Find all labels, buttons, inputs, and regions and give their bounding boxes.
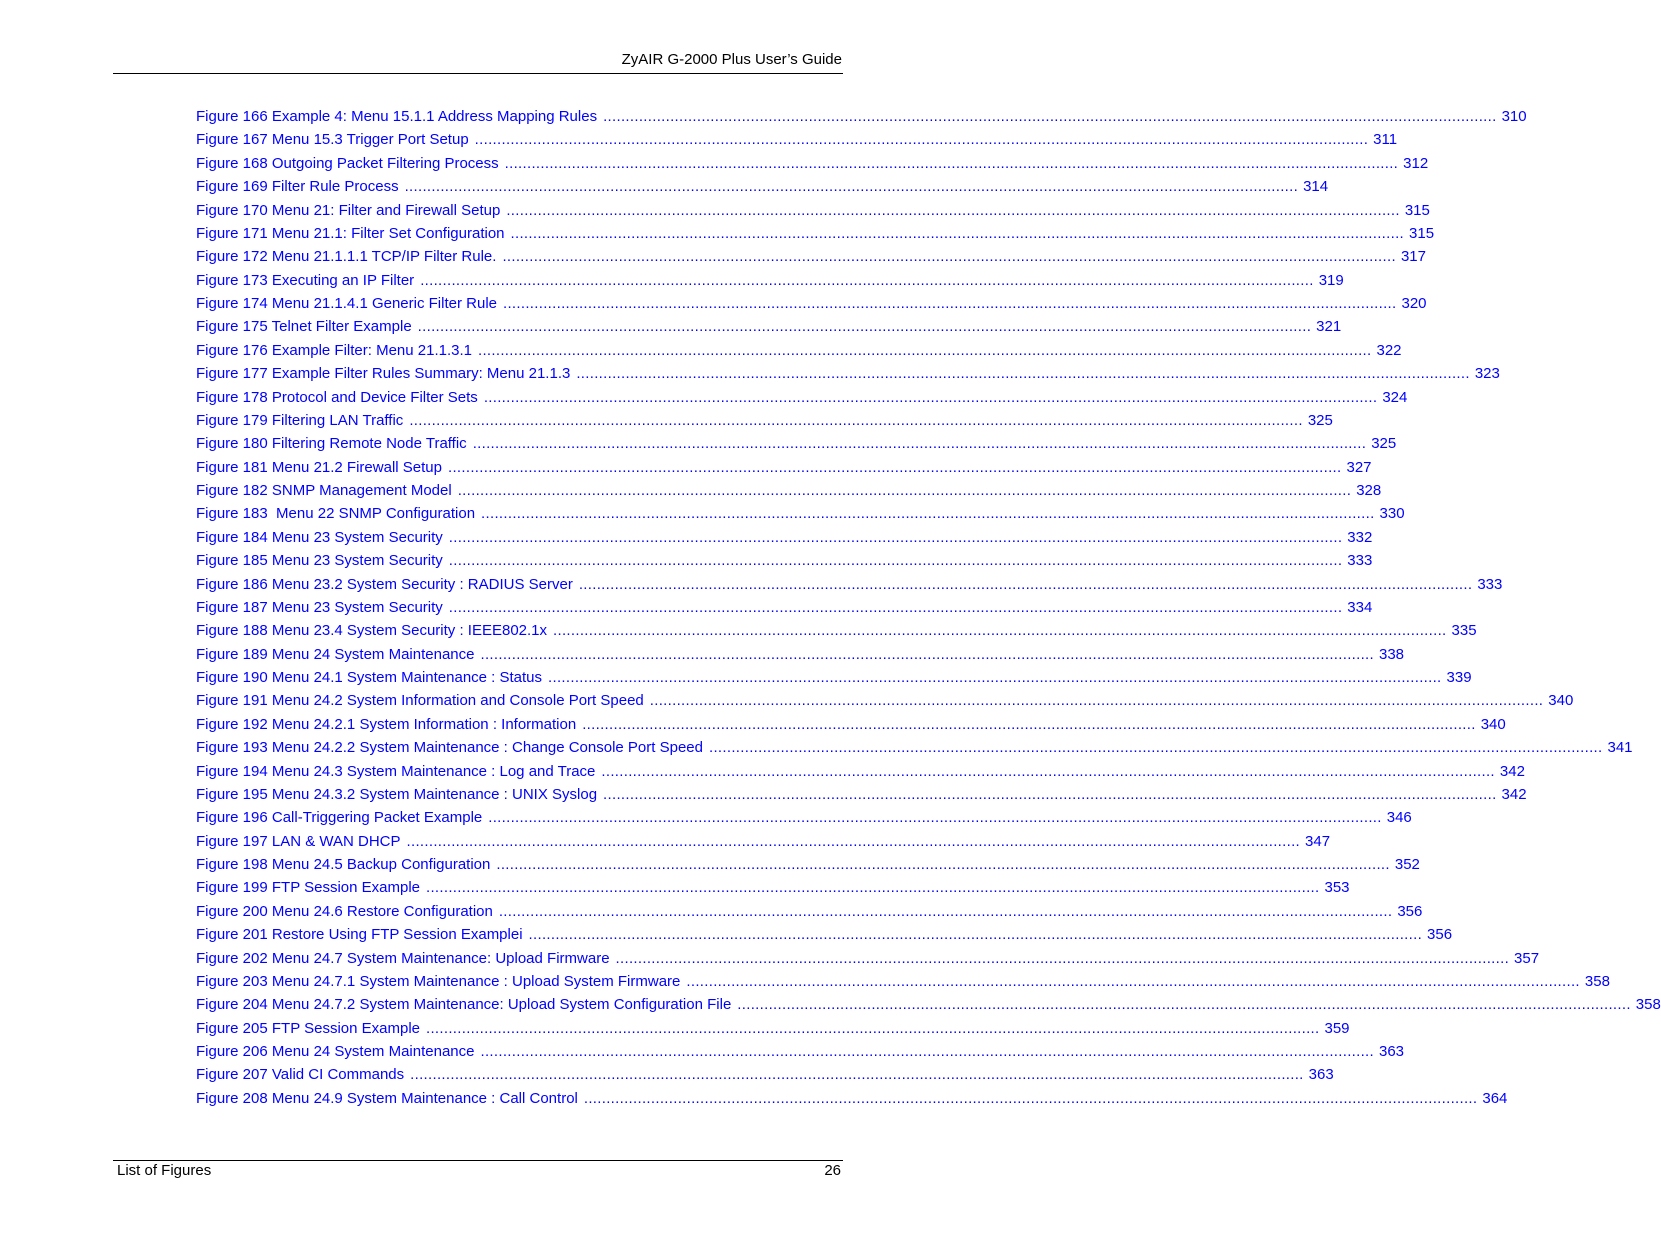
toc-entry-link[interactable] xyxy=(196,1063,1334,1086)
toc-entry-link[interactable] xyxy=(196,830,1331,853)
toc-entry-title: Figure 171 Menu 21.1: Filter Set Configuration xyxy=(196,224,505,242)
toc-entry-title: Figure 193 Menu 24.2.2 System Maintenance : Change Console Port Speed xyxy=(196,739,703,757)
toc-dot-leader: ........................................................................................................................................................................................................ xyxy=(488,809,1382,827)
toc-entry-link[interactable] xyxy=(196,760,1525,783)
toc-entry-title: Figure 183 Menu 22 SNMP Configuration xyxy=(196,505,476,523)
toc-entry-title: Figure 204 Menu 24.7.2 System Maintenance: Upload System Configuration File xyxy=(196,996,732,1014)
toc-entry-title: Figure 167 Menu 15.3 Trigger Port Setup xyxy=(196,131,469,149)
toc-entry-title: Figure 208 Menu 24.9 System Maintenance : Call Control xyxy=(196,1089,578,1107)
toc-entry-link[interactable] xyxy=(196,409,1333,432)
toc-entry-link[interactable] xyxy=(196,339,1402,362)
toc-entry-page-number: 315 xyxy=(1409,224,1435,242)
toc-dot-leader: ........................................................................................................................................................................................................ xyxy=(601,762,1495,780)
toc-entry-link[interactable] xyxy=(196,199,1430,222)
toc-dot-leader: ........................................................................................................................................................................................................ xyxy=(615,949,1510,967)
toc-entry-page-number: 317 xyxy=(1400,248,1426,266)
toc-entry-page-number: 338 xyxy=(1379,645,1405,663)
toc-entry-link[interactable] xyxy=(196,362,1500,385)
toc-dot-leader: ........................................................................................................................................................................................................ xyxy=(447,458,1342,476)
toc-entry-title: Figure 184 Menu 23 System Security xyxy=(196,528,443,546)
toc-dot-leader: ........................................................................................................................................................................................................ xyxy=(553,622,1447,640)
toc-entry-title: Figure 206 Menu 24 System Maintenance xyxy=(196,1043,475,1060)
toc-entry-title: Figure 196 Call-Triggering Packet Example xyxy=(196,809,483,827)
toc-entry-title: Figure 192 Menu 24.2.1 System Information : Information xyxy=(196,715,577,733)
toc-entry-title: Figure 188 Menu 23.4 System Security : IEEE802.1x xyxy=(196,622,548,640)
toc-dot-leader: ........................................................................................................................................................................................................ xyxy=(548,669,1442,686)
toc-entry-page-number: 352 xyxy=(1394,856,1420,873)
toc-entry-link[interactable] xyxy=(196,222,1435,245)
toc-dot-leader: ........................................................................................................................................................................................................ xyxy=(583,1089,1478,1107)
toc-entry-title: Figure 166 Example 4: Menu 15.1.1 Address Mapping Rules xyxy=(196,108,598,125)
toc-entry-link[interactable] xyxy=(196,502,1405,525)
toc-entry-link[interactable] xyxy=(196,1017,1350,1040)
toc-entry-page-number: 358 xyxy=(1635,996,1661,1014)
toc-entry-title: Figure 178 Protocol and Device Filter Sets xyxy=(196,388,478,406)
toc-entry-link[interactable] xyxy=(196,853,1420,876)
toc-dot-leader: ........................................................................................................................................................................................................ xyxy=(510,224,1405,242)
toc-dot-leader: ........................................................................................................................................................................................................ xyxy=(426,1019,1320,1037)
footer-section-title: List of Figures xyxy=(117,1162,212,1179)
toc-entry-title: Figure 187 Menu 23 System Security xyxy=(196,598,443,616)
toc-entry-title: Figure 186 Menu 23.2 System Security : RADIUS Server xyxy=(196,575,573,593)
toc-entry-page-number: 353 xyxy=(1324,879,1350,897)
toc-entry-page-number: 325 xyxy=(1307,411,1333,429)
toc-entry-title: Figure 194 Menu 24.3 System Maintenance : Log and Trace xyxy=(196,762,596,780)
toc-dot-leader: ........................................................................................................................................................................................................ xyxy=(708,739,1603,757)
toc-entry-page-number: 346 xyxy=(1386,809,1412,827)
toc-entry-title: Figure 173 Executing an IP Filter xyxy=(196,271,415,289)
toc-entry-page-number: 311 xyxy=(1373,131,1398,149)
toc-entry-title: Figure 191 Menu 24.2 System Information and Console Port Speed xyxy=(196,692,644,710)
toc-dot-leader: ........................................................................................................................................................................................................ xyxy=(582,715,1476,733)
toc-dot-leader: ........................................................................................................................................................................................................ xyxy=(448,528,1343,546)
toc-entry-title: Figure 181 Menu 21.2 Firewall Setup xyxy=(196,458,442,476)
toc-entry-title: Figure 182 SNMP Management Model xyxy=(196,482,452,499)
toc-entry-page-number: 314 xyxy=(1303,178,1329,196)
toc-dot-leader: ........................................................................................................................................................................................................ xyxy=(406,832,1301,850)
toc-entry-page-number: 315 xyxy=(1404,201,1430,219)
toc-entry-page-number: 310 xyxy=(1501,108,1527,125)
toc-entry-link[interactable] xyxy=(196,1087,1508,1110)
header-rule xyxy=(113,73,843,74)
toc-entry-link[interactable] xyxy=(196,993,1661,1016)
toc-dot-leader: ........................................................................................................................................................................................................ xyxy=(603,785,1497,803)
toc-entry-page-number: 332 xyxy=(1347,528,1373,546)
toc-entry-link[interactable] xyxy=(196,175,1329,198)
toc-entry-link[interactable] xyxy=(196,947,1540,970)
toc-dot-leader: ........................................................................................................................................................................................................ xyxy=(528,926,1423,944)
toc-entry-page-number: 339 xyxy=(1446,669,1472,686)
toc-entry-title: Figure 176 Example Filter: Menu 21.1.3.1 xyxy=(196,341,472,359)
toc-dot-leader: ........................................................................................................................................................................................................ xyxy=(409,411,1303,429)
toc-entry-page-number: 312 xyxy=(1403,154,1429,172)
toc-entry-page-number: 320 xyxy=(1401,295,1427,312)
toc-entry-title: Figure 198 Menu 24.5 Backup Configuration xyxy=(196,856,491,873)
toc-entry-page-number: 356 xyxy=(1397,902,1423,920)
toc-dot-leader: ........................................................................................................................................................................................................ xyxy=(503,295,1397,312)
toc-entry-link[interactable] xyxy=(196,479,1382,502)
toc-entry-page-number: 358 xyxy=(1584,972,1610,990)
toc-dot-leader: ........................................................................................................................................................................................................ xyxy=(686,972,1580,990)
toc-dot-leader: ........................................................................................................................................................................................................ xyxy=(472,435,1367,453)
toc-dot-leader: ........................................................................................................................................................................................................ xyxy=(578,575,1473,593)
toc-entry-link[interactable] xyxy=(196,713,1506,736)
toc-entry-page-number: 327 xyxy=(1346,458,1372,476)
toc-entry-link[interactable] xyxy=(196,876,1350,899)
toc-dot-leader: ........................................................................................................................................................................................................ xyxy=(457,482,1352,499)
toc-dot-leader: ........................................................................................................................................................................................................ xyxy=(603,108,1497,125)
toc-entry-page-number: 356 xyxy=(1427,926,1453,944)
toc-entry-title: Figure 185 Menu 23 System Security xyxy=(196,552,443,570)
toc-entry-title: Figure 200 Menu 24.6 Restore Configuration xyxy=(196,902,493,920)
toc-entry-page-number: 333 xyxy=(1347,552,1373,570)
toc-entry-title: Figure 180 Filtering Remote Node Traffic xyxy=(196,435,467,453)
toc-entry-page-number: 323 xyxy=(1474,365,1500,383)
toc-entry-page-number: 347 xyxy=(1305,832,1331,850)
toc-entry-link[interactable] xyxy=(196,315,1342,338)
toc-entry-link[interactable] xyxy=(196,269,1344,292)
toc-dot-leader: ........................................................................................................................................................................................................ xyxy=(404,178,1299,196)
toc-entry-title: Figure 201 Restore Using FTP Session Examplei xyxy=(196,926,523,944)
toc-dot-leader: ........................................................................................................................................................................................................ xyxy=(477,341,1372,359)
toc-dot-leader: ........................................................................................................................................................................................................ xyxy=(504,154,1399,172)
toc-entry-link[interactable] xyxy=(196,549,1373,572)
toc-entry-link[interactable] xyxy=(196,456,1372,479)
running-header-title: ZyAIR G-2000 Plus User’s Guide xyxy=(621,51,842,68)
toc-entry-page-number: 364 xyxy=(1482,1089,1508,1107)
toc-entry-link[interactable] xyxy=(196,128,1398,151)
toc-dot-leader: ........................................................................................................................................................................................................ xyxy=(480,1043,1374,1060)
toc-dot-leader: ........................................................................................................................................................................................................ xyxy=(420,271,1314,289)
toc-entry-title: Figure 197 LAN & WAN DHCP xyxy=(196,832,401,850)
toc-dot-leader: ........................................................................................................................................................................................................ xyxy=(481,505,1375,523)
toc-entry-link[interactable] xyxy=(196,619,1477,642)
footer-page-number: 26 xyxy=(824,1162,841,1179)
toc-entry-title: Figure 202 Menu 24.7 System Maintenance: Upload Firmware xyxy=(196,949,610,967)
toc-dot-leader: ........................................................................................................................................................................................................ xyxy=(448,598,1343,616)
toc-entry-link[interactable] xyxy=(196,573,1503,596)
toc-entry-page-number: 359 xyxy=(1324,1019,1350,1037)
toc-entry-link[interactable] xyxy=(196,666,1472,689)
toc-entry-page-number: 334 xyxy=(1347,598,1373,616)
toc-entry-title: Figure 190 Menu 24.1 System Maintenance : Status xyxy=(196,669,543,686)
toc-entry-title: Figure 174 Menu 21.1.4.1 Generic Filter Rule xyxy=(196,295,497,312)
toc-entry-page-number: 335 xyxy=(1451,622,1477,640)
toc-entry-link[interactable] xyxy=(196,783,1527,806)
toc-dot-leader: ........................................................................................................................................................................................................ xyxy=(417,318,1312,336)
toc-entry-link[interactable] xyxy=(196,736,1633,759)
toc-entry-link[interactable] xyxy=(196,1040,1405,1063)
toc-dot-leader: ........................................................................................................................................................................................................ xyxy=(649,692,1544,710)
toc-dot-leader: ........................................................................................................................................................................................................ xyxy=(737,996,1631,1014)
toc-entry-title: Figure 175 Telnet Filter Example xyxy=(196,318,412,336)
toc-entry-page-number: 342 xyxy=(1501,785,1527,803)
toc-entry-link[interactable] xyxy=(196,596,1373,619)
toc-entry-title: Figure 189 Menu 24 System Maintenance xyxy=(196,645,475,663)
toc-entry-page-number: 328 xyxy=(1356,482,1382,499)
toc-entry-page-number: 340 xyxy=(1480,715,1506,733)
toc-entry-title: Figure 172 Menu 21.1.1.1 TCP/IP Filter Rule. xyxy=(196,248,497,266)
toc-entry-title: Figure 168 Outgoing Packet Filtering Process xyxy=(196,154,499,172)
toc-entry-page-number: 324 xyxy=(1382,388,1408,406)
toc-entry-page-number: 325 xyxy=(1371,435,1397,453)
toc-entry-title: Figure 199 FTP Session Example xyxy=(196,879,420,897)
toc-entry-title: Figure 205 FTP Session Example xyxy=(196,1019,420,1037)
toc-entry-title: Figure 203 Menu 24.7.1 System Maintenance : Upload System Firmware xyxy=(196,972,681,990)
toc-entry-page-number: 322 xyxy=(1376,341,1402,359)
toc-entry-link[interactable] xyxy=(196,806,1412,829)
toc-entry-page-number: 342 xyxy=(1499,762,1525,780)
toc-entry-link[interactable] xyxy=(196,900,1423,923)
toc-entry-page-number: 341 xyxy=(1607,739,1633,757)
toc-entry-link[interactable] xyxy=(196,105,1527,128)
list-of-figures xyxy=(196,105,1661,1110)
toc-entry-link[interactable] xyxy=(196,526,1373,549)
toc-entry-link[interactable] xyxy=(196,432,1397,455)
toc-dot-leader: ........................................................................................................................................................................................................ xyxy=(480,645,1374,663)
toc-entry-link[interactable] xyxy=(196,152,1429,175)
toc-dot-leader: ........................................................................................................................................................................................................ xyxy=(576,365,1470,383)
toc-dot-leader: ........................................................................................................................................................................................................ xyxy=(410,1066,1304,1084)
toc-entry-title: Figure 170 Menu 21: Filter and Firewall Setup xyxy=(196,201,501,219)
toc-dot-leader: ........................................................................................................................................................................................................ xyxy=(474,131,1369,149)
toc-dot-leader: ........................................................................................................................................................................................................ xyxy=(496,856,1390,873)
toc-entry-page-number: 330 xyxy=(1379,505,1405,523)
toc-entry-link[interactable] xyxy=(196,970,1610,993)
toc-entry-page-number: 363 xyxy=(1308,1066,1334,1084)
toc-entry-link[interactable] xyxy=(196,245,1426,268)
toc-entry-title: Figure 195 Menu 24.3.2 System Maintenance : UNIX Syslog xyxy=(196,785,598,803)
toc-entry-link[interactable] xyxy=(196,643,1405,666)
toc-entry-page-number: 363 xyxy=(1379,1043,1405,1060)
toc-entry-page-number: 321 xyxy=(1316,318,1342,336)
toc-dot-leader: ........................................................................................................................................................................................................ xyxy=(426,879,1320,897)
toc-dot-leader: ........................................................................................................................................................................................................ xyxy=(448,552,1343,570)
toc-entry-link[interactable] xyxy=(196,386,1408,409)
toc-dot-leader: ........................................................................................................................................................................................................ xyxy=(483,388,1378,406)
toc-entry-page-number: 340 xyxy=(1548,692,1574,710)
toc-dot-leader: ........................................................................................................................................................................................................ xyxy=(498,902,1393,920)
toc-entry-link[interactable] xyxy=(196,292,1427,315)
toc-entry-page-number: 357 xyxy=(1514,949,1540,967)
toc-dot-leader: ........................................................................................................................................................................................................ xyxy=(506,201,1400,219)
toc-entry-link[interactable] xyxy=(196,689,1574,712)
toc-entry-title: Figure 177 Example Filter Rules Summary: Menu 21.1.3 xyxy=(196,365,571,383)
toc-entry-link[interactable] xyxy=(196,923,1453,946)
toc-entry-title: Figure 179 Filtering LAN Traffic xyxy=(196,411,404,429)
toc-dot-leader: ........................................................................................................................................................................................................ xyxy=(502,248,1396,266)
toc-entry-title: Figure 169 Filter Rule Process xyxy=(196,178,399,196)
toc-entry-title: Figure 207 Valid CI Commands xyxy=(196,1066,405,1084)
toc-entry-page-number: 319 xyxy=(1318,271,1344,289)
toc-entry-page-number: 333 xyxy=(1477,575,1503,593)
